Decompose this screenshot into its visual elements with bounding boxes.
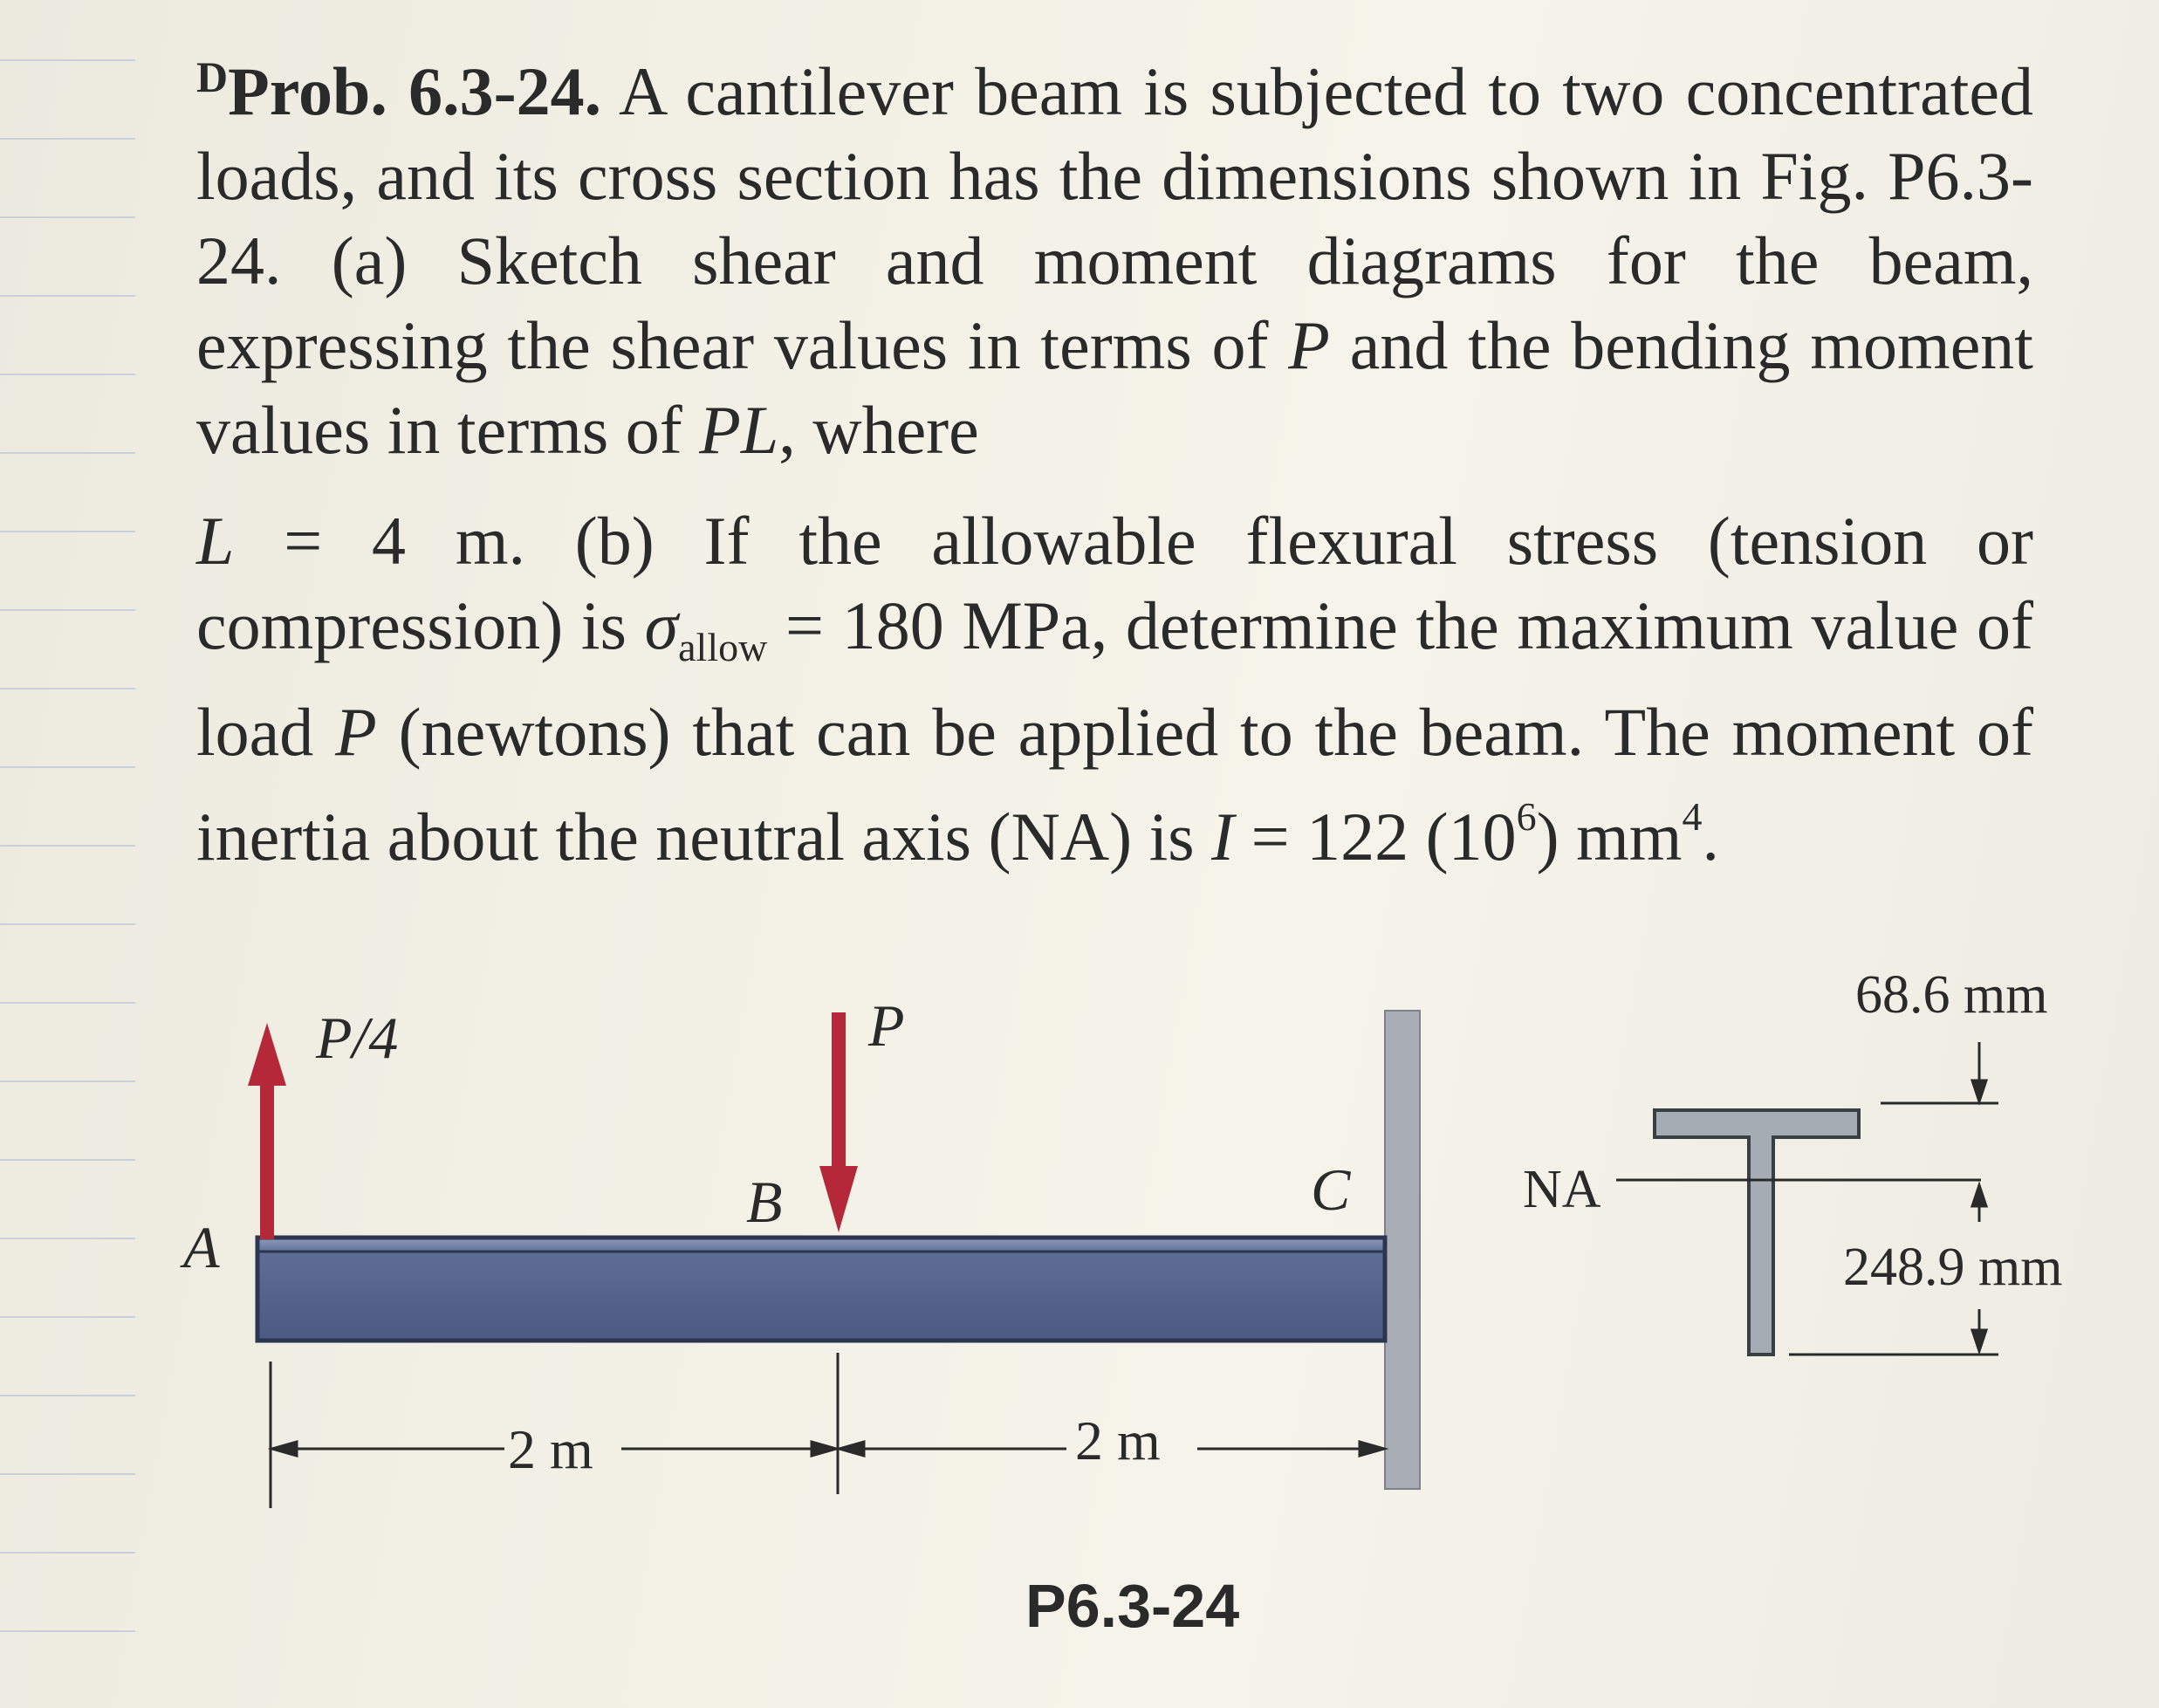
sigma-subscript: allow bbox=[678, 625, 768, 669]
problem-text-f: (newtons) that can be applied to the beam. The moment of inertia about the neutral axis (NA) is bbox=[196, 694, 2033, 875]
var-p: P bbox=[1288, 307, 1330, 383]
dim-bottom-label: 248.9 mm bbox=[1843, 1238, 2063, 1297]
problem-text-d: = 4 m. (b) If the allowable flexural stress (tension or compression) is bbox=[196, 503, 2033, 663]
var-l: L bbox=[196, 503, 235, 579]
na-label: NA bbox=[1523, 1160, 1601, 1219]
span-dimension-lines bbox=[271, 1353, 1384, 1508]
exponent-6: 6 bbox=[1516, 794, 1537, 839]
point-c-label: C bbox=[1311, 1156, 1351, 1223]
section-dimension-lines bbox=[1789, 1042, 1998, 1355]
fixed-wall bbox=[1385, 1011, 1420, 1489]
dim-top-label: 68.6 mm bbox=[1855, 965, 2048, 1025]
var-p2: P bbox=[335, 694, 377, 770]
t-cross-section bbox=[1655, 1110, 1859, 1355]
problem-text-e: = 180 MPa, determine the maximum value of load bbox=[196, 587, 2034, 770]
var-i: I bbox=[1211, 799, 1235, 875]
load-arrow-a bbox=[248, 1023, 286, 1239]
span-ab-label: 2 m bbox=[508, 1418, 593, 1480]
span-bc-label: 2 m bbox=[1075, 1410, 1161, 1471]
problem-text-a: A cantilever beam is subjected to two concentrated loads, and its cross section has the dimensions shown in Fig. P6.3-24. (a) Sketch shear and moment diagrams for the beam, expressing the shear values in terms of bbox=[196, 53, 2033, 383]
load-b-label: P bbox=[868, 992, 905, 1059]
problem-text-c: , where bbox=[778, 392, 979, 468]
point-a-label: A bbox=[183, 1214, 220, 1280]
problem-label: Prob. 6.3-24. bbox=[228, 53, 602, 129]
point-b-label: B bbox=[746, 1169, 783, 1235]
var-pl: PL bbox=[699, 392, 779, 468]
sigma-symbol: σ bbox=[644, 587, 679, 663]
figure-caption: P6.3-24 bbox=[1025, 1572, 1240, 1640]
beam bbox=[257, 1238, 1385, 1341]
load-arrow-b bbox=[819, 1012, 858, 1232]
problem-text-b: and the bending moment values in terms of bbox=[196, 307, 2033, 468]
problem-text-i: . bbox=[1702, 799, 1719, 875]
problem-text-h: ) mm bbox=[1536, 799, 1683, 875]
exponent-4: 4 bbox=[1682, 794, 1703, 839]
problem-text-g: = 122 (10 bbox=[1234, 799, 1517, 875]
load-a-label: P/4 bbox=[316, 1005, 399, 1071]
difficulty-marker: D bbox=[196, 52, 229, 101]
